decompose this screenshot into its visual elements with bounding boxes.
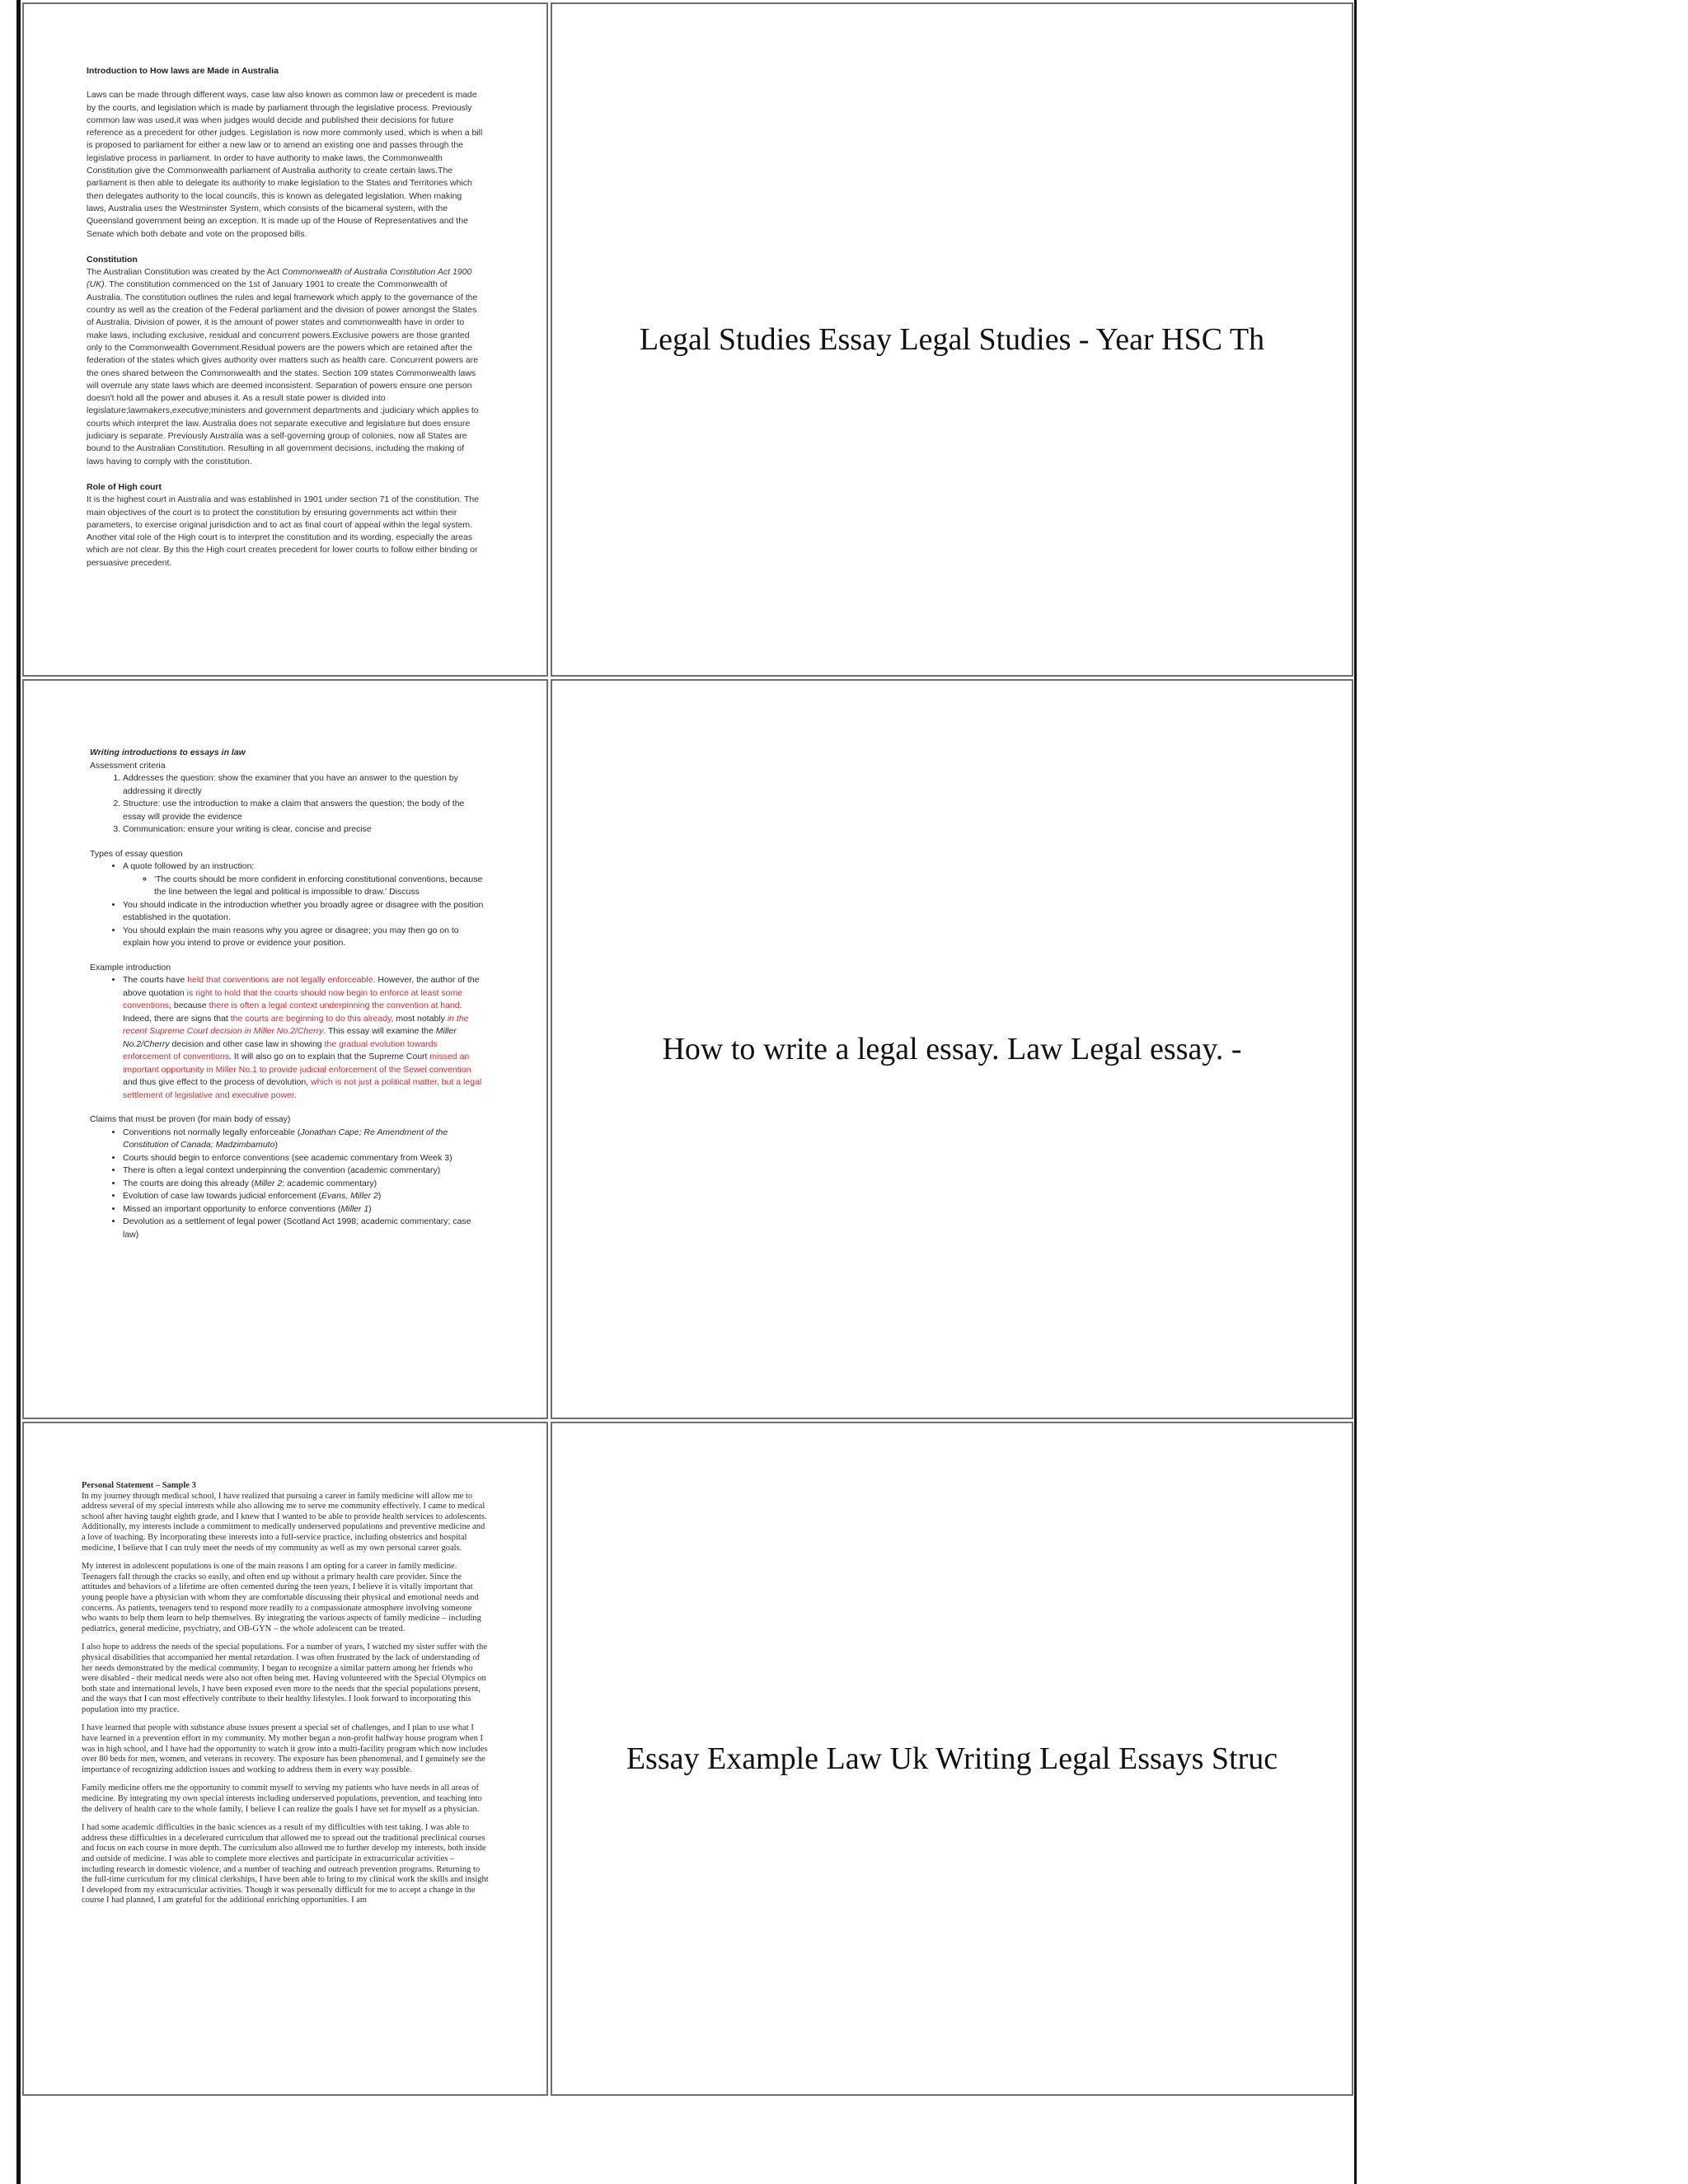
list-item: 1. Addresses the question: show the examiner that you have an answer to the question by addressing it directly: [123, 772, 484, 798]
paragraph-text: . The constitution commenced on the 1st of January 1901 to create the Commonwealth of Australia. The constitution outlines the rules and legal framework which apply to the governance of the country as well as the creation of the Federal parliament and the division of power amongst the States of Australia. Division of power, it is the amount of power states and commonwealth have in order to make laws, including exclusive, residual and concurrent powers.Exclusive powers are those granted only to the Commonwealth Government.Residual powers are the powers which are retained after the federation of the states which gives authority over matters such as health care. Concurrent powers are the ones shared between the Commonwealth and the states. Section 109 states Commonwealth laws will overrule any state laws which are deemed inconsistent. Separation of powers ensure one person doesn't hold all the power and abuses it. As a result state power is divided into legislature;lawmakers,executive;ministers and government departments and ;judiciary which applies to courts which interpret the law. Australia does not separate executive and legislature but does ensure judiciary is separate. Previously Australia was a self-governing group of colonies, now all States are bound to the Australian Constitution. Resulting in all government decisions, including the making of laws having to comply with the constitution.: [87, 279, 479, 466]
list-item: • Evolution of case law towards judicial enforcement (Evans, Miller 2): [123, 1190, 484, 1203]
text-run: . This essay will examine the: [323, 1026, 436, 1036]
document-paragraph: Family medicine offers me the opportunity to commit myself to serving my patients who have needs in all areas of medicine. By integrating my own special interests including underserved populations, prevention, and teaching into the delivery of health care to the whole family, I believe I can realize the goals I have set for myself as a physician.: [82, 1783, 482, 1814]
text-run: . Indeed, there are signs that: [123, 1001, 462, 1024]
caption-cell[interactable]: [551, 1422, 1353, 2096]
highlight-run: held that conventions are not legally enforceable: [187, 975, 373, 985]
list-item: • There is often a legal context underpinning the convention (academic commentary): [123, 1165, 484, 1178]
document-paragraph: [87, 266, 484, 468]
document-paragraph: It is the highest court in Australia and was established in 1901 under section 71 of the constitution. The main objectives of the court is to protect the constitution by ensuring governments act within their parameters, to exercise original jurisdiction and to act as final court of appeal within the legal system. Another vital role of the High court is to interpret the constitution and its wording, especially the areas which are not clear. By this the High court creates precedent for lower courts to follow either binding or persuasive precedent.: [87, 494, 480, 568]
claims-list: [90, 1127, 484, 1242]
highlight-run: which is not just a political matter, but a legal settlement of legislative and executive power: [123, 1077, 482, 1100]
highlight-run: the courts are beginning to do this already: [230, 1013, 392, 1024]
list-item: • Devolution as a settlement of legal power (Scotland Act 1998; academic commentary; case law): [123, 1216, 484, 1241]
example-item: [123, 974, 484, 1102]
highlight-run: is right to hold that the courts should now begin to enforce at least some conventions: [123, 987, 463, 1010]
types-list: [90, 860, 484, 950]
document-paragraph: In my journey through medical school, I have realized that pursuing a career in family medicine will allow me to address several of my special interests while also allowing me to serve me community effectively. I came to medical school after having taught eighth grade, and I knew that I wanted to be able to provide health services to adolescents. Additionally, my interests include a commitment to medically underserved populations and preventive medicine and a love of teaching. By incorporating these interests into a full-service practice, including obstetrics and hospital medicine, I believe that I can truly meet the needs of my community as well as my own personal career goals.: [82, 1491, 487, 1553]
types-heading: Types of essay question: [90, 848, 183, 859]
case-name: Miller No.2/Cherry: [123, 1026, 457, 1049]
table-row: [22, 679, 1353, 1419]
document-paragraph: I also hope to address the needs of the special populations. For a number of years, I watched my sister suffer with the physical disabilities that accompanied her mental retardation. I was often frustrated by the lack of understanding of her needs demonstrated by the medical community. I began to recognize a similar pattern among her friends who were disabled - their medical needs were also not often being met. Having volunteered with the Special Olympics on both state and international levels, I have been exposed even more to the needs that the special populations present, and the ways that I can most effectively contribute to their healthy lifestyles. I look forward to incorporating this population into my practice.: [82, 1643, 488, 1714]
caption-cell[interactable]: [551, 2, 1353, 677]
highlight-run: there is often a legal context underpinning the convention at hand: [209, 1001, 460, 1010]
text-run: decision and other case law in showing: [169, 1038, 325, 1049]
document-paragraph: I have learned that people with substance abuse issues present a special set of challenges, and I plan to use what I have learned in a prevention effort in my community. My mother began a non-profit halfway house program when I was in high school, and I have had the opportunity to watch it grow into a multi-facility program which now includes over 80 beds for men, women, and veterans in recovery. The exposure has been phenomenal, and I genuinely see the importance of recognizing addiction issues and working to address them in every way possible.: [82, 1723, 488, 1774]
list-item: 3. Communication: ensure your writing is clear, concise and precise: [123, 823, 484, 837]
text-run: .: [293, 1090, 297, 1100]
text-run: and thus give effect to the process of devolution,: [123, 1077, 312, 1087]
text-run: . However, the author of the above quotation: [123, 975, 480, 998]
section-heading: Constitution: [87, 254, 138, 265]
list-item: • You should explain the main reasons why you agree or disagree; you may then go on to explain how you intend to prove or evidence your position.: [123, 925, 484, 950]
example-list: [90, 974, 484, 1102]
result-caption[interactable]: Legal Studies Essay Legal Studies - Year HSC Th: [639, 322, 1265, 357]
criteria-heading: Assessment criteria: [90, 760, 166, 771]
thumbnail-cell[interactable]: [22, 679, 548, 1419]
claims-heading: Claims that must be proven (for main body of essay): [90, 1114, 291, 1124]
highlight-run: in the recent Supreme Court decision in Miller No.2/Cherry: [123, 1013, 469, 1036]
highlight-run: missed an important opportunity in Miller No.1 to provide judicial enforcement of the Sewel convention: [123, 1052, 471, 1075]
text-run: . It will also go on to explain that the Supreme Court: [229, 1052, 430, 1062]
result-caption[interactable]: How to write a legal essay. Law Legal essay. -: [662, 1032, 1242, 1066]
quote-item: ◦ 'The courts should be more confident in enforcing constitutional conventions, because the line between the legal and political is impossible to draw.' Discuss: [154, 874, 484, 899]
table-row: [22, 2, 1353, 677]
table-row: [22, 1422, 1353, 2096]
list-item: • Conventions not normally legally enforceable (Jonathan Cape; Re Amendment of the Constitution of Canada; Madzimbamuto): [123, 1127, 484, 1152]
document-paragraph: My interest in adolescent populations is one of the main reasons I am opting for a career in family medicine. Teenagers fall through the cracks so easily, and often end up without a primary health care provider. Since the attitudes and behaviors of a lifetime are often cemented during the teen years, I believe it is vitally important that young people have a physician with whom they are comfortable discussing their physical and emotional needs and concerns. As patients, teenagers tend to respond more readily to a compassionate atmosphere involving someone who wants to help them learn to help themselves. By integrating the various aspects of family medicine – including pediatrics, general medicine, psychiatry, and OB-GYN – the whole adolescent can be treated.: [82, 1562, 481, 1633]
document-thumbnail[interactable]: [24, 1423, 546, 2094]
result-caption[interactable]: Essay Example Law Uk Writing Legal Essays Struc: [626, 1741, 1278, 1776]
list-item: [123, 860, 484, 899]
list-item: 2. Structure: use the introduction to make a claim that answers the question; the body of the essay will provide the evidence: [123, 798, 484, 823]
highlight-run: the gradual evolution towards enforcement of conventions: [123, 1038, 438, 1062]
text-run: , because: [169, 1001, 209, 1010]
list-item-text: A quote followed by an instruction:: [123, 861, 255, 871]
document-title: Writing introductions to essays in law: [90, 748, 246, 757]
paragraph-text: The Australian Constitution was created by the Act: [87, 267, 282, 278]
section-heading: Role of High court: [87, 481, 162, 492]
results-table: [20, 0, 1356, 2098]
document-title: Introduction to How laws are Made in Australia: [87, 66, 279, 76]
document-thumbnail[interactable]: [24, 4, 546, 675]
thumbnail-cell[interactable]: [22, 1422, 548, 2096]
text-run: The courts have: [123, 975, 188, 985]
list-item: • Missed an important opportunity to enforce conventions (Miller 1): [123, 1203, 484, 1216]
criteria-list: [90, 772, 484, 837]
caption-cell[interactable]: [551, 679, 1353, 1419]
list-item: • Courts should begin to enforce conventions (see academic commentary from Week 3): [123, 1152, 484, 1165]
list-item: • The courts are doing this already (Miller 2; academic commentary): [123, 1178, 484, 1191]
document-title: Personal Statement – Sample 3: [82, 1481, 196, 1490]
text-run: , most notably: [391, 1013, 448, 1024]
thumbnail-cell[interactable]: [22, 2, 548, 677]
document-paragraph: I had some academic difficulties in the basic sciences as a result of my difficulties with test taking. I was able to address these difficulties in a decelerated curriculum that allowed me to spread out the traditional preclinical courses and focus on each course in more depth. The curriculum also allowed me to further develop my interests, both inside and outside of medicine. I was able to complete more electives and participate in extracurricular activities – including research in domestic violence, and a number of teaching and outreach prevention programs. Returning to the full-time curriculum for my clinical clerkships, I have been able to bring to my clinical work the skills and insight I developed from my extracurricular activities. Though it was personally difficult for me to accept a change in the course I had planned, I am grateful for the additional enriching opportunities. I am: [82, 1823, 489, 1905]
document-thumbnail[interactable]: [24, 681, 546, 1418]
example-heading: Example introduction: [90, 962, 171, 972]
document-paragraph: Laws can be made through different ways, case law also known as common law or precedent is made by the courts, and legislation which is made by parliament through the legislative process. Previously common law was used,it was when judges would decide and published their decisions for future reference as a precedent for other judges. Legislation is now more commonly used, which is when a bill is proposed to parliament for either a new law or to amend an existing one and passes through the legislative process in parliament. In order to have authority to make laws, the Commonwealth Constitution give the Commonwealth parliament of Australia authority to create certain laws.The parliament is then able to delegate its authority to make legislation to the States and Territories which then delegates authority to the local councils, this is known as delegated legislation. When making laws, Australia uses the Westminster System, which consists of the bicameral system, with the Queensland government being an exception. It is made up of the House of Representatives and the Senate which both debate and vote on the proposed bills.: [87, 90, 483, 239]
list-item: • You should indicate in the introduction whether you broadly agree or disagree with the position established in the quotation.: [123, 899, 484, 925]
act-name: Commonwealth of Australia Constitution Act 1900 (UK): [87, 267, 472, 290]
